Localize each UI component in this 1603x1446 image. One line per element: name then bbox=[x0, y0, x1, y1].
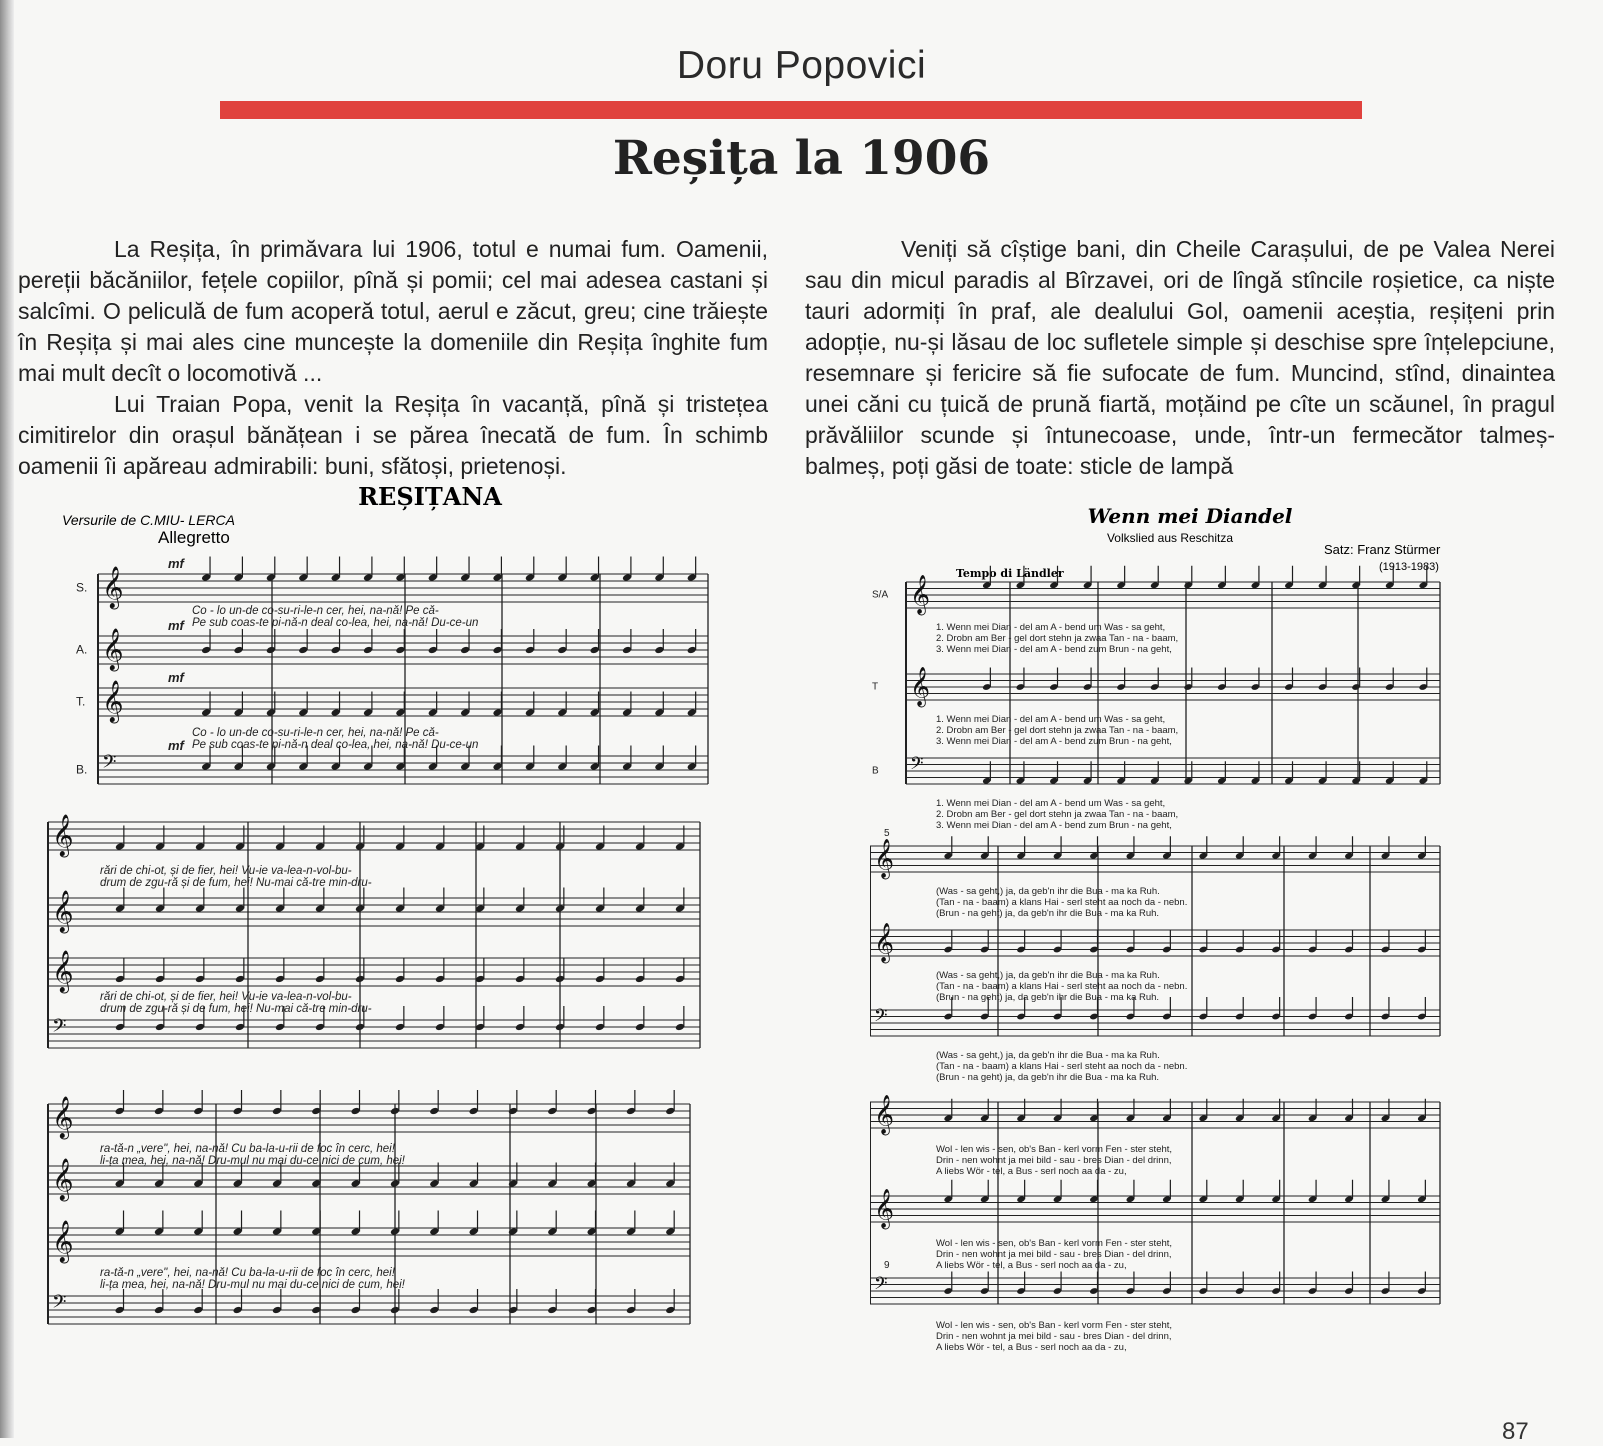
lyric-line: 1. Wenn mei Dian - del am A - bend um Was - sa geht, bbox=[936, 714, 1166, 725]
treble-clef: 𝄞 bbox=[874, 1095, 894, 1134]
lyric-line: Co - lo un-de co-su-ri-le-n cer, hei, na-nă! Pe că- bbox=[192, 727, 439, 739]
treble-clef: 𝄞 bbox=[52, 950, 74, 992]
voice-label: T. bbox=[76, 694, 86, 709]
lyric-line: Pe sub coas-te pi-nă-n deal co-lea, hei, na-nă! Du-ce-un bbox=[192, 739, 479, 751]
arranger-years: (1913-1983) bbox=[1379, 561, 1439, 573]
measure-number: 5 bbox=[884, 828, 890, 839]
lyric-line: rări de chi-ot, și de fier, hei! Vu-ie va-lea-n-vol-bu- bbox=[100, 865, 352, 877]
treble-clef: 𝄞 bbox=[52, 1096, 74, 1138]
dynamic-marking: mf bbox=[168, 618, 184, 633]
lyricist-credit: Versurile de C.MIU- LERCA bbox=[62, 512, 235, 528]
treble-clef: 𝄞 bbox=[910, 667, 930, 706]
tempo-marking: Allegretto bbox=[158, 528, 230, 547]
lyric-line: 1. Wenn mei Dian - del am A - bend um Was - sa geht, bbox=[936, 622, 1166, 633]
treble-clef: 𝄞 bbox=[874, 839, 894, 878]
score-resitana-svg bbox=[40, 476, 720, 1356]
page-binding-shadow bbox=[0, 0, 14, 1438]
text-column-right bbox=[805, 234, 1555, 482]
lyric-line: 2. Drobn am Ber - gel dort stehn ja zwaa Tan - na - baam, bbox=[936, 633, 1179, 644]
lyric-line: (Brun - na geht) ja, da geb'n ihr die Bua - ma ka Ruh. bbox=[936, 992, 1160, 1003]
voice-label: B bbox=[872, 765, 879, 777]
treble-clef: 𝄞 bbox=[52, 814, 74, 856]
lyric-line: ra-tă-n „vere", hei, na-nă! Cu ba-la-u-rii de foc în cerc, hei! bbox=[100, 1143, 395, 1155]
lyric-line: Drin - nen wohnt ja mei bild - sau - bres Dian - del drinn, bbox=[936, 1155, 1172, 1166]
lyric-line: Drin - nen wohnt ja mei bild - sau - bres Dian - del drinn, bbox=[936, 1331, 1172, 1342]
bass-clef: 𝄢 bbox=[874, 1006, 888, 1030]
voice-label: B. bbox=[76, 762, 88, 777]
paragraph: La Reșița, în primăvara lui 1906, totul e numai fum. Oamenii, pereții băcăniilor, fețele copiilor, pînă și pomii; cel mai adesea castani și salcîmi. O peliculă de fum acoperă totul, aerul e zăcut, greu; cine trăiește în Reșița și mai ales cine muncește la domeniile din Reșița înghite fum mai mult decît o locomotivă ... bbox=[18, 236, 768, 386]
lyric-line: Wol - len wis - sen, ob's Ban - kerl vorm Fen - ster steht, bbox=[936, 1320, 1173, 1331]
treble-clef: 𝄞 bbox=[52, 1158, 74, 1200]
lyric-line: Drin - nen wohnt ja mei bild - sau - bres Dian - del drinn, bbox=[936, 1249, 1172, 1260]
author-name: Doru Popovici bbox=[676, 44, 927, 87]
lyric-line: (Tan - na - baam) a klans Hai - serl steht aa noch da - nebn. bbox=[936, 981, 1188, 992]
lyric-line: li-ța mea, hei, na-nă! Dru-mul nu mai du-ce nici de cum, hei! bbox=[100, 1155, 405, 1167]
lyric-line: (Brun - na geht) ja, da geb'n ihr die Bua - ma ka Ruh. bbox=[936, 908, 1160, 919]
score-title: REȘIȚANA bbox=[358, 482, 502, 511]
bass-clef: 𝄢 bbox=[52, 1015, 67, 1041]
lyric-line: (Tan - na - baam) a klans Hai - serl steht aa noch da - nebn. bbox=[936, 1061, 1188, 1072]
lyric-line: Co - lo un-de co-su-ri-le-n cer, hei, na-nă! Pe că- bbox=[192, 605, 439, 617]
voice-label: S/A bbox=[872, 589, 889, 601]
score-wenn-mei-diandel bbox=[870, 490, 1490, 1390]
lyric-line: ra-tă-n „vere", hei, na-nă! Cu ba-la-u-rii de foc în cerc, hei! bbox=[100, 1267, 395, 1279]
lyric-line: 3. Wenn mei Dian - del am A - bend zum Brun - na geht, bbox=[936, 736, 1172, 747]
title-rule bbox=[220, 101, 1362, 119]
treble-clef: 𝄞 bbox=[102, 566, 124, 608]
lyric-line: 2. Drobn am Ber - gel dort stehn ja zwaa Tan - na - baam, bbox=[936, 809, 1179, 820]
lyric-line: Wol - len wis - sen, ob's Ban - kerl vorm Fen - ster steht, bbox=[936, 1238, 1173, 1249]
lyric-line: rări de chi-ot, și de fier, hei! Vu-ie va-lea-n-vol-bu- bbox=[100, 991, 352, 1003]
lyric-line: A liebs Wör - tel, a Bus - serl noch aa da - zu, bbox=[936, 1260, 1127, 1271]
paragraph: Lui Traian Popa, venit la Reșița în vacanță, pînă și tristețea cimitirelor din orașul bănățean i se părea înecată de fum. În schimb oamenii îi apăreau admirabili: buni, sfătoși, prietenoși. bbox=[18, 391, 768, 479]
text-column-left bbox=[18, 234, 768, 482]
bass-clef: 𝄢 bbox=[102, 751, 117, 777]
bass-clef: 𝄢 bbox=[52, 1291, 67, 1317]
lyric-line: drum de zgu-ră și de fum, hei! Nu-mai că-tre min-dru- bbox=[100, 877, 372, 889]
lyric-line: 3. Wenn mei Dian - del am A - bend zum Brun - na geht, bbox=[936, 820, 1172, 831]
arranger-credit: Satz: Franz Stürmer bbox=[1324, 542, 1441, 557]
lyric-line: 2. Drobn am Ber - gel dort stehn ja zwaa Tan - na - baam, bbox=[936, 725, 1179, 736]
dynamic-marking: mf bbox=[168, 738, 184, 753]
lyric-line: 3. Wenn mei Dian - del am A - bend zum Brun - na geht, bbox=[936, 644, 1172, 655]
score-resitana bbox=[40, 476, 720, 1356]
lyric-line: (Brun - na geht) ja, da geb'n ihr die Bua - ma ka Ruh. bbox=[936, 1072, 1160, 1083]
bass-clef: 𝄢 bbox=[910, 754, 924, 778]
lyric-line: 1. Wenn mei Dian - del am A - bend um Was - sa geht, bbox=[936, 798, 1166, 809]
treble-clef: 𝄞 bbox=[102, 680, 124, 722]
lyric-line: (Was - sa geht,) ja, da geb'n ihr die Bua - ma ka Ruh. bbox=[936, 886, 1160, 897]
page-number: 87 bbox=[1502, 1418, 1529, 1445]
treble-clef: 𝄞 bbox=[102, 628, 124, 670]
treble-clef: 𝄞 bbox=[52, 890, 74, 932]
score-wenn-mei-diandel-svg bbox=[870, 490, 1490, 1390]
treble-clef: 𝄞 bbox=[910, 575, 930, 614]
dynamic-marking: mf bbox=[168, 556, 184, 571]
lyric-line: drum de zgu-ră și de fum, hei! Nu-mai că-tre min-dru- bbox=[100, 1003, 372, 1015]
lyric-line: (Was - sa geht,) ja, da geb'n ihr die Bua - ma ka Ruh. bbox=[936, 970, 1160, 981]
score-subtitle: Volkslied aus Reschitza bbox=[1106, 531, 1234, 545]
lyric-line: A liebs Wör - tel, a Bus - serl noch aa da - zu, bbox=[936, 1166, 1127, 1177]
treble-clef: 𝄞 bbox=[52, 1220, 74, 1262]
treble-clef: 𝄞 bbox=[874, 1189, 894, 1228]
tempo-marking: Tempo di Ländler bbox=[956, 567, 1064, 580]
voice-label: A. bbox=[76, 642, 88, 657]
article-title: Reșița la 1906 bbox=[612, 131, 991, 186]
lyric-line: (Tan - na - baam) a klans Hai - serl steht aa noch da - nebn. bbox=[936, 897, 1188, 908]
lyric-line: li-ța mea, hei, na-nă! Dru-mul nu mai du-ce nici de cum, hei! bbox=[100, 1279, 405, 1291]
score-title: Wenn mei Diandel bbox=[1087, 504, 1293, 528]
voice-label: S. bbox=[76, 580, 88, 595]
paragraph: Veniți să cîștige bani, din Cheile Carașului, de pe Valea Nerei sau din micul paradis al Bîrzavei, ori de lîngă stîncile roșietice, ca niște tauri adormiți în praf, ale dealului Gol, oamenii aceștia, reșițeni prin adopție, nu-și lăsau de loc sufletele simple și deschise spre înțelepciune, resemnare și fericire să fie sufocate de fum. Muncind, stînd, dinaintea unei căni cu țuică de prună fiartă, moțăind pe cîte un scăunel, în pragul prăvăliilor scunde și întunecoase, unde, într-un fermecător talmeș-balmeș, poți găsi de toate: sticle de lampă bbox=[805, 236, 1555, 479]
lyric-line: Pe sub coas-te pi-nă-n deal co-lea, hei, na-nă! Du-ce-un bbox=[192, 617, 479, 629]
bass-clef: 𝄢 bbox=[874, 1274, 888, 1298]
measure-number: 9 bbox=[884, 1260, 890, 1271]
dynamic-marking: mf bbox=[168, 670, 184, 685]
treble-clef: 𝄞 bbox=[874, 923, 894, 962]
voice-label: T bbox=[872, 681, 879, 693]
lyric-line: (Was - sa geht,) ja, da geb'n ihr die Bua - ma ka Ruh. bbox=[936, 1050, 1160, 1061]
lyric-line: A liebs Wör - tel, a Bus - serl noch aa da - zu, bbox=[936, 1342, 1127, 1353]
lyric-line: Wol - len wis - sen, ob's Ban - kerl vorm Fen - ster steht, bbox=[936, 1144, 1173, 1155]
